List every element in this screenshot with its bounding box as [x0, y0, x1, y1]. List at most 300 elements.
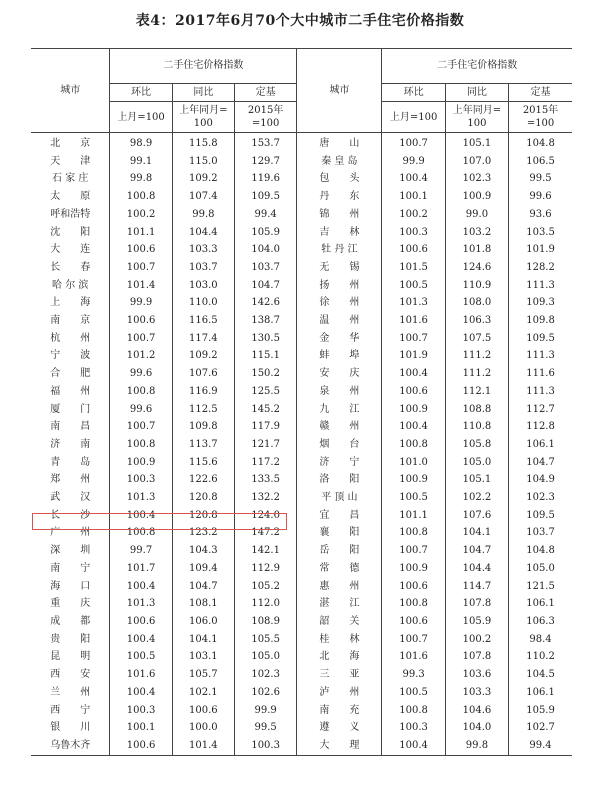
yoy-right: 108.0 — [445, 294, 508, 312]
base-left: 115.1 — [235, 347, 297, 365]
table-row — [31, 560, 572, 578]
mom-right: 100.4 — [382, 170, 445, 188]
mom-right: 100.8 — [382, 702, 445, 720]
city-header-right: 城市 — [297, 49, 382, 133]
yoy-left: 107.4 — [172, 188, 234, 206]
yoy-right: 105.1 — [445, 133, 508, 153]
base-left: 104.7 — [235, 277, 297, 295]
city-left: 南 京 — [31, 312, 110, 330]
table-row — [31, 578, 572, 596]
base-left: 108.9 — [235, 613, 297, 631]
city-left: 广 州 — [31, 524, 110, 542]
city-header-left: 城市 — [31, 49, 110, 133]
yoy-right: 124.6 — [445, 259, 508, 277]
yoy-right: 105.9 — [445, 613, 508, 631]
yoy-right: 105.1 — [445, 471, 508, 489]
yoy-right: 104.6 — [445, 702, 508, 720]
city-right: 金 华 — [297, 330, 382, 348]
mom-right: 100.6 — [382, 613, 445, 631]
yoy-left: 115.0 — [172, 153, 234, 171]
mom-left: 99.1 — [110, 153, 172, 171]
city-left: 武 汉 — [31, 489, 110, 507]
base-left: 105.5 — [235, 631, 297, 649]
city-left: 天 津 — [31, 153, 110, 171]
base-right: 104.8 — [526, 545, 555, 557]
yoy-left: 104.7 — [172, 578, 234, 596]
mom-left: 100.7 — [110, 330, 172, 348]
sub-yoy-line1: 上年同月= — [179, 105, 228, 116]
mom-right: 100.7 — [382, 542, 445, 560]
mom-right: 100.4 — [382, 365, 445, 383]
mom-right: 100.8 — [382, 524, 445, 542]
base-right: 104.5 — [526, 669, 555, 681]
base-right: 104.8 — [526, 138, 555, 149]
yoy-right: 105.8 — [445, 436, 508, 454]
city-left: 福 州 — [31, 383, 110, 401]
mom-right: 100.9 — [382, 560, 445, 578]
mom-right: 101.1 — [382, 507, 445, 525]
yoy-left: 122.6 — [172, 471, 234, 489]
mom-left: 98.9 — [110, 133, 172, 153]
mom-left: 99.6 — [110, 401, 172, 419]
yoy-left: 117.4 — [172, 330, 234, 348]
table-title: 表4：2017年6月70个大中城市二手住宅价格指数 — [135, 13, 465, 29]
base-left: 124.0 — [235, 507, 297, 525]
city-left: 上 海 — [31, 294, 110, 312]
mom-right: 100.5 — [382, 489, 445, 507]
base-left: 129.7 — [235, 153, 297, 171]
mom-right: 100.6 — [382, 383, 445, 401]
city-left: 合 肥 — [31, 365, 110, 383]
yoy-left: 107.6 — [172, 365, 234, 383]
mom-left: 101.1 — [110, 224, 172, 242]
city-right: 襄 阳 — [297, 524, 382, 542]
base-right: 110.2 — [526, 651, 555, 663]
yoy-right: 101.8 — [445, 241, 508, 259]
table-row — [31, 312, 572, 330]
base-right: 109.8 — [526, 315, 555, 327]
mom-left: 100.6 — [110, 241, 172, 259]
base-right: 111.3 — [526, 385, 555, 397]
city-right: 常 德 — [297, 560, 382, 578]
city-right: 锦 州 — [297, 206, 382, 224]
yoy-right: 100.2 — [445, 631, 508, 649]
city-right: 赣 州 — [297, 418, 382, 436]
sub-base-line2: =100 — [526, 118, 555, 129]
base-right: 99.6 — [529, 191, 552, 203]
yoy-right: 110.9 — [445, 277, 508, 295]
city-left: 西 安 — [31, 666, 110, 684]
sub-base-line1: 2015年 — [247, 105, 284, 116]
sub-yoy-left — [172, 102, 234, 133]
base-right: 102.3 — [526, 492, 555, 504]
city-left: 杭 州 — [31, 330, 110, 348]
city-right: 三 亚 — [297, 666, 382, 684]
yoy-left: 109.4 — [172, 560, 234, 578]
base-left: 102.3 — [235, 666, 297, 684]
table-row — [31, 224, 572, 242]
yoy-left: 99.8 — [172, 206, 234, 224]
table-row — [31, 702, 572, 720]
sub-yoy-line2: 100 — [467, 118, 487, 129]
city-right: 韶 关 — [297, 613, 382, 631]
city-right: 惠 州 — [297, 578, 382, 596]
yoy-right: 103.6 — [445, 666, 508, 684]
table-row — [31, 631, 572, 649]
yoy-right: 103.2 — [445, 224, 508, 242]
base-left: 104.0 — [235, 241, 297, 259]
table-row — [31, 330, 572, 348]
mom-right: 100.7 — [382, 631, 445, 649]
yoy-right: 99.8 — [445, 737, 508, 755]
mom-left: 100.5 — [110, 648, 172, 666]
group-header-right: 二手住宅价格指数 — [382, 49, 572, 84]
yoy-left: 104.1 — [172, 631, 234, 649]
col-base-right: 定基 — [509, 84, 572, 102]
city-left: 银 川 — [31, 719, 110, 737]
city-right: 泉 州 — [297, 383, 382, 401]
base-left: 142.6 — [235, 294, 297, 312]
price-index-table — [31, 48, 572, 756]
yoy-right: 111.2 — [445, 347, 508, 365]
yoy-left: 116.9 — [172, 383, 234, 401]
base-right: 105.9 — [526, 704, 555, 716]
city-right: 无 锡 — [297, 259, 382, 277]
mom-right: 100.9 — [382, 401, 445, 419]
mom-right: 101.0 — [382, 454, 445, 472]
city-left: 成 都 — [31, 613, 110, 631]
city-left: 大 连 — [31, 241, 110, 259]
base-right: 98.4 — [529, 633, 552, 645]
mom-right: 100.8 — [382, 595, 445, 613]
yoy-left: 105.7 — [172, 666, 234, 684]
yoy-right: 106.3 — [445, 312, 508, 330]
mom-left: 100.2 — [110, 206, 172, 224]
yoy-right: 107.8 — [445, 648, 508, 666]
city-left: 济 南 — [31, 436, 110, 454]
base-right: 111.3 — [526, 350, 555, 362]
city-left: 郑 州 — [31, 471, 110, 489]
base-right: 109.5 — [526, 509, 555, 521]
base-right: 109.3 — [526, 297, 555, 309]
mom-left: 101.7 — [110, 560, 172, 578]
yoy-right: 99.0 — [445, 206, 508, 224]
yoy-right: 107.0 — [445, 153, 508, 171]
yoy-left: 120.8 — [172, 507, 234, 525]
yoy-left: 109.2 — [172, 170, 234, 188]
col-mom-left: 环比 — [110, 84, 172, 102]
base-right: 104.7 — [526, 456, 555, 468]
mom-right: 100.7 — [382, 133, 445, 153]
mom-left: 100.6 — [110, 737, 172, 755]
base-left: 150.2 — [235, 365, 297, 383]
city-left: 兰 州 — [31, 684, 110, 702]
mom-left: 100.4 — [110, 684, 172, 702]
table-row — [31, 489, 572, 507]
base-left: 142.1 — [235, 542, 297, 560]
base-left: 147.2 — [235, 524, 297, 542]
city-left: 乌鲁木齐 — [31, 737, 110, 755]
table-row — [31, 719, 572, 737]
table-row — [31, 206, 572, 224]
mom-left: 100.7 — [110, 418, 172, 436]
table-row — [31, 454, 572, 472]
mom-left: 100.1 — [110, 719, 172, 737]
yoy-right: 107.6 — [445, 507, 508, 525]
table-row — [31, 383, 572, 401]
city-right: 洛 阳 — [297, 471, 382, 489]
base-left: 138.7 — [235, 312, 297, 330]
yoy-right: 107.5 — [445, 330, 508, 348]
base-right: 99.5 — [529, 173, 552, 185]
yoy-right: 110.8 — [445, 418, 508, 436]
city-left: 南 昌 — [31, 418, 110, 436]
mom-right: 100.5 — [382, 277, 445, 295]
yoy-left: 115.8 — [172, 133, 234, 153]
yoy-right: 104.7 — [445, 542, 508, 560]
base-right: 93.6 — [529, 208, 552, 220]
mom-left: 100.3 — [110, 471, 172, 489]
yoy-left: 106.0 — [172, 613, 234, 631]
base-right: 106.5 — [526, 155, 555, 167]
mom-right: 101.6 — [382, 648, 445, 666]
sub-mom-right: 上月=100 — [382, 102, 445, 133]
city-right: 桂 林 — [297, 631, 382, 649]
yoy-right: 107.8 — [445, 595, 508, 613]
mom-right: 101.3 — [382, 294, 445, 312]
base-left: 117.2 — [235, 454, 297, 472]
table-row — [31, 401, 572, 419]
col-yoy-left: 同比 — [172, 84, 234, 102]
city-right: 北 海 — [297, 648, 382, 666]
yoy-left: 102.1 — [172, 684, 234, 702]
yoy-left: 103.0 — [172, 277, 234, 295]
mom-left: 99.7 — [110, 542, 172, 560]
base-left: 153.7 — [235, 133, 297, 153]
table-row — [31, 347, 572, 365]
base-right: 104.9 — [526, 474, 555, 486]
yoy-left: 109.2 — [172, 347, 234, 365]
yoy-left: 116.5 — [172, 312, 234, 330]
city-right: 扬 州 — [297, 277, 382, 295]
city-right: 平 顶 山 — [297, 489, 382, 507]
mom-left: 100.6 — [110, 613, 172, 631]
city-right: 徐 州 — [297, 294, 382, 312]
table-row — [31, 294, 572, 312]
mom-right: 100.8 — [382, 436, 445, 454]
city-left: 贵 阳 — [31, 631, 110, 649]
city-left: 北 京 — [31, 133, 110, 153]
yoy-left: 115.6 — [172, 454, 234, 472]
city-right: 泸 州 — [297, 684, 382, 702]
group-header-left: 二手住宅价格指数 — [110, 49, 297, 84]
base-right: 106.3 — [526, 615, 555, 627]
mom-right: 100.9 — [382, 471, 445, 489]
yoy-right: 105.0 — [445, 454, 508, 472]
table-row — [31, 277, 572, 295]
sub-yoy-right — [445, 102, 508, 133]
mom-left: 100.9 — [110, 454, 172, 472]
sub-base-left — [235, 102, 297, 133]
city-left: 沈 阳 — [31, 224, 110, 242]
table-row — [31, 241, 572, 259]
mom-left: 100.6 — [110, 312, 172, 330]
base-right: 106.1 — [526, 438, 555, 450]
base-left: 112.0 — [235, 595, 297, 613]
table-row — [31, 418, 572, 436]
base-left: 133.5 — [235, 471, 297, 489]
mom-right: 100.7 — [382, 330, 445, 348]
mom-right: 100.6 — [382, 578, 445, 596]
base-right: 111.3 — [526, 279, 555, 291]
mom-right: 100.5 — [382, 684, 445, 702]
city-right: 秦 皇 岛 — [297, 153, 382, 171]
table-row — [31, 613, 572, 631]
mom-right: 100.3 — [382, 719, 445, 737]
base-left: 117.9 — [235, 418, 297, 436]
mom-left: 100.8 — [110, 383, 172, 401]
city-right: 丹 东 — [297, 188, 382, 206]
mom-right: 101.9 — [382, 347, 445, 365]
base-left: 112.9 — [235, 560, 297, 578]
city-right: 遵 义 — [297, 719, 382, 737]
city-right: 岳 阳 — [297, 542, 382, 560]
city-right: 大 理 — [297, 737, 382, 755]
sub-mom-left: 上月=100 — [110, 102, 172, 133]
base-right: 99.4 — [509, 737, 572, 755]
city-left: 昆 明 — [31, 648, 110, 666]
mom-right: 101.6 — [382, 312, 445, 330]
mom-right: 100.1 — [382, 188, 445, 206]
yoy-left: 110.0 — [172, 294, 234, 312]
city-right: 九 江 — [297, 401, 382, 419]
base-left: 125.5 — [235, 383, 297, 401]
mom-left: 99.6 — [110, 365, 172, 383]
table-row — [31, 595, 572, 613]
city-right: 蚌 埠 — [297, 347, 382, 365]
table-row — [31, 188, 572, 206]
sub-yoy-line1: 上年同月= — [452, 105, 502, 116]
col-base-left: 定基 — [235, 84, 297, 102]
yoy-left: 100.0 — [172, 719, 234, 737]
base-right: 103.7 — [526, 527, 555, 539]
table-row — [31, 507, 572, 525]
sub-base-right — [509, 102, 572, 133]
city-right: 包 头 — [297, 170, 382, 188]
base-left: 119.6 — [235, 170, 297, 188]
col-yoy-right: 同比 — [445, 84, 508, 102]
mom-right: 99.3 — [382, 666, 445, 684]
base-left: 102.6 — [235, 684, 297, 702]
city-right: 湛 江 — [297, 595, 382, 613]
yoy-right: 100.9 — [445, 188, 508, 206]
mom-left: 100.8 — [110, 436, 172, 454]
yoy-left: 104.4 — [172, 224, 234, 242]
city-right: 温 州 — [297, 312, 382, 330]
city-left: 海 口 — [31, 578, 110, 596]
table-row — [31, 524, 572, 542]
yoy-left: 104.3 — [172, 542, 234, 560]
mom-right: 101.5 — [382, 259, 445, 277]
yoy-left: 103.1 — [172, 648, 234, 666]
sub-base-line2: =100 — [251, 118, 280, 129]
mom-left: 100.4 — [110, 507, 172, 525]
mom-left: 101.3 — [110, 595, 172, 613]
table-row — [31, 737, 572, 755]
table-row — [31, 365, 572, 383]
sub-base-line1: 2015年 — [522, 105, 559, 116]
base-left: 100.3 — [235, 737, 297, 755]
yoy-left: 113.7 — [172, 436, 234, 454]
base-right: 121.5 — [526, 580, 555, 592]
base-left: 109.5 — [235, 188, 297, 206]
sub-yoy-line2: 100 — [193, 118, 213, 129]
base-left: 99.5 — [235, 719, 297, 737]
city-right: 济 宁 — [297, 454, 382, 472]
table-row — [31, 542, 572, 560]
city-left: 深 圳 — [31, 542, 110, 560]
city-right: 烟 台 — [297, 436, 382, 454]
base-right: 105.0 — [526, 562, 555, 574]
base-left: 105.0 — [235, 648, 297, 666]
city-left: 青 岛 — [31, 454, 110, 472]
mom-right: 100.3 — [382, 224, 445, 242]
mom-left: 99.8 — [110, 170, 172, 188]
base-right: 111.6 — [526, 368, 555, 380]
base-right: 112.8 — [526, 421, 555, 433]
mom-left: 100.3 — [110, 702, 172, 720]
yoy-right: 104.4 — [445, 560, 508, 578]
city-right: 南 充 — [297, 702, 382, 720]
yoy-left: 109.8 — [172, 418, 234, 436]
table-row — [31, 153, 572, 171]
yoy-right: 102.2 — [445, 489, 508, 507]
yoy-right: 104.0 — [445, 719, 508, 737]
mom-left: 101.3 — [110, 489, 172, 507]
mom-left: 100.4 — [110, 631, 172, 649]
mom-left: 100.8 — [110, 524, 172, 542]
base-right: 106.1 — [526, 598, 555, 610]
city-left: 长 春 — [31, 259, 110, 277]
yoy-right: 111.2 — [445, 365, 508, 383]
yoy-left: 108.1 — [172, 595, 234, 613]
city-left: 重 庆 — [31, 595, 110, 613]
city-left: 宁 波 — [31, 347, 110, 365]
mom-left: 100.8 — [110, 188, 172, 206]
table-row — [31, 666, 572, 684]
yoy-left: 103.3 — [172, 241, 234, 259]
base-right: 103.5 — [526, 226, 555, 238]
base-right: 101.9 — [526, 244, 555, 256]
base-right: 128.2 — [526, 261, 555, 273]
yoy-left: 101.4 — [172, 737, 234, 755]
mom-right: 99.9 — [382, 153, 445, 171]
base-right: 102.7 — [526, 722, 555, 734]
city-left: 太 原 — [31, 188, 110, 206]
yoy-left: 103.7 — [172, 259, 234, 277]
table-row — [31, 133, 572, 153]
city-left: 长 沙 — [31, 507, 110, 525]
yoy-left: 123.2 — [172, 524, 234, 542]
table-row — [31, 436, 572, 454]
yoy-left: 100.6 — [172, 702, 234, 720]
city-right: 安 庆 — [297, 365, 382, 383]
col-mom-right: 环比 — [382, 84, 445, 102]
base-left: 105.9 — [235, 224, 297, 242]
city-left: 石 家 庄 — [31, 170, 110, 188]
yoy-left: 120.8 — [172, 489, 234, 507]
base-left: 145.2 — [235, 401, 297, 419]
